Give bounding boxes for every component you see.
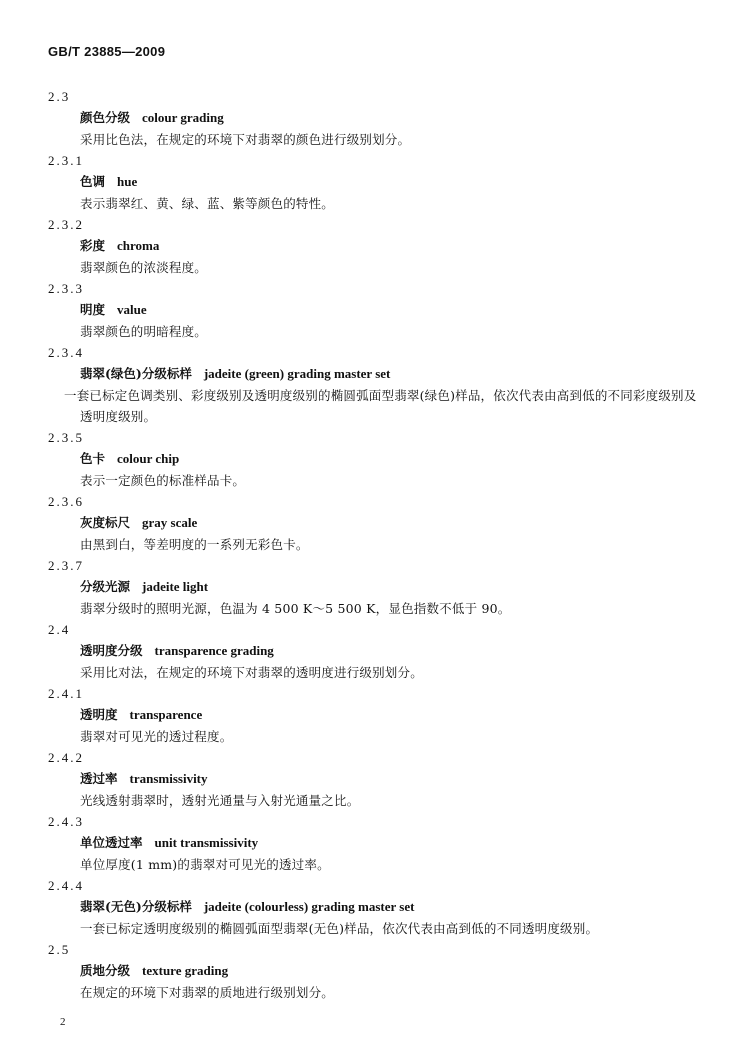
term-chinese: 透明度 xyxy=(80,707,118,722)
term-english: jadeite (colourless) grading master set xyxy=(203,899,415,914)
term-heading xyxy=(80,512,737,534)
term-english: value xyxy=(117,302,147,317)
term-entry xyxy=(0,86,737,150)
term-entry xyxy=(0,555,737,619)
term-entry xyxy=(0,875,737,939)
term-chinese: 明度 xyxy=(80,302,106,317)
clause-number: 2.3.7 xyxy=(48,558,84,573)
clause-number: 2.4.3 xyxy=(48,814,84,829)
clause-number: 2.3.3 xyxy=(48,281,84,296)
term-entry xyxy=(0,150,737,214)
term-english: unit transmissivity xyxy=(154,835,259,850)
term-heading xyxy=(80,363,737,385)
term-chinese: 色调 xyxy=(80,174,106,189)
term-definition: 翡翠颜色的浓淡程度。 xyxy=(80,260,208,275)
term-definition: 翡翠分级时的照明光源，色温为 4 500 K～5 500 K，显色指数不低于 90。 xyxy=(80,601,511,616)
clause-number: 2.5 xyxy=(48,942,71,957)
term-heading xyxy=(80,576,737,598)
term-definition: 单位厚度(1 mm)的翡翠对可见光的透过率。 xyxy=(80,857,330,872)
term-heading xyxy=(80,448,737,470)
term-entry xyxy=(0,491,737,555)
term-heading xyxy=(80,704,737,726)
clause-number: 2.3.4 xyxy=(48,345,84,360)
term-english: chroma xyxy=(117,238,160,253)
clause-number: 2.3 xyxy=(48,89,71,104)
clause-number: 2.3.5 xyxy=(48,430,84,445)
term-heading xyxy=(80,960,737,982)
term-definition: 一套已标定透明度级别的椭圆弧面型翡翠(无色)样品，依次代表由高到低的不同透明度级别。 xyxy=(80,921,599,936)
term-chinese: 色卡 xyxy=(80,451,106,466)
term-chinese: 单位透过率 xyxy=(80,835,143,850)
term-entry xyxy=(0,747,737,811)
term-english: transparence grading xyxy=(154,643,274,658)
clause-number: 2.4 xyxy=(48,622,71,637)
clause-number: 2.4.4 xyxy=(48,878,84,893)
term-english: colour chip xyxy=(117,451,180,466)
term-definition: 表示一定颜色的标准样品卡。 xyxy=(80,473,246,488)
term-chinese: 分级光源 xyxy=(80,579,131,594)
term-english: transmissivity xyxy=(129,771,208,786)
term-heading xyxy=(80,768,737,790)
term-definitions xyxy=(0,86,737,1003)
term-entry xyxy=(0,342,737,427)
term-definition: 采用比对法，在规定的环境下对翡翠的透明度进行级别划分。 xyxy=(80,665,423,680)
clause-number: 2.4.2 xyxy=(48,750,84,765)
term-chinese: 翡翠(绿色)分级标样 xyxy=(80,366,192,381)
term-english: colour grading xyxy=(142,110,224,125)
term-entry xyxy=(0,214,737,278)
clause-number: 2.3.6 xyxy=(48,494,84,509)
term-definition: 由黑到白，等差明度的一系列无彩色卡。 xyxy=(80,537,309,552)
clause-number: 2.3.1 xyxy=(48,153,84,168)
term-english: jadeite light xyxy=(142,579,209,594)
term-entry xyxy=(0,619,737,683)
term-entry xyxy=(0,683,737,747)
term-definition: 在规定的环境下对翡翠的质地进行级别划分。 xyxy=(80,985,335,1000)
term-english: texture grading xyxy=(142,963,229,978)
term-definition: 一套已标定色调类别、彩度级别及透明度级别的椭圆弧面型翡翠(绿色)样品，依次代表由高到低的不同彩度级别及透明度级别。 xyxy=(64,388,697,424)
term-definition: 翡翠对可见光的透过程度。 xyxy=(80,729,233,744)
term-definition: 光线透射翡翠时，透射光通量与入射光通量之比。 xyxy=(80,793,360,808)
term-definition: 表示翡翠红、黄、绿、蓝、紫等颜色的特性。 xyxy=(80,196,335,211)
term-chinese: 透过率 xyxy=(80,771,118,786)
term-entry xyxy=(0,939,737,1003)
term-definition: 翡翠颜色的明暗程度。 xyxy=(80,324,208,339)
term-chinese: 彩度 xyxy=(80,238,106,253)
term-heading xyxy=(80,640,737,662)
term-definition: 采用比色法，在规定的环境下对翡翠的颜色进行级别划分。 xyxy=(80,132,411,147)
term-chinese: 颜色分级 xyxy=(80,110,131,125)
term-chinese: 质地分级 xyxy=(80,963,131,978)
term-english: jadeite (green) grading master set xyxy=(203,366,391,381)
term-chinese: 翡翠(无色)分级标样 xyxy=(80,899,192,914)
term-english: transparence xyxy=(129,707,203,722)
term-entry xyxy=(0,278,737,342)
term-entry xyxy=(0,427,737,491)
clause-number: 2.4.1 xyxy=(48,686,84,701)
term-heading xyxy=(80,235,737,257)
term-chinese: 灰度标尺 xyxy=(80,515,131,530)
term-english: hue xyxy=(117,174,138,189)
term-heading xyxy=(80,299,737,321)
term-heading xyxy=(80,832,737,854)
term-heading xyxy=(80,107,737,129)
term-chinese: 透明度分级 xyxy=(80,643,143,658)
term-heading xyxy=(80,896,737,918)
term-entry xyxy=(0,811,737,875)
term-heading xyxy=(80,171,737,193)
page-number: 2 xyxy=(60,1016,66,1028)
standard-code: GB/T 23885—2009 xyxy=(48,44,166,59)
clause-number: 2.3.2 xyxy=(48,217,84,232)
term-english: gray scale xyxy=(142,515,198,530)
